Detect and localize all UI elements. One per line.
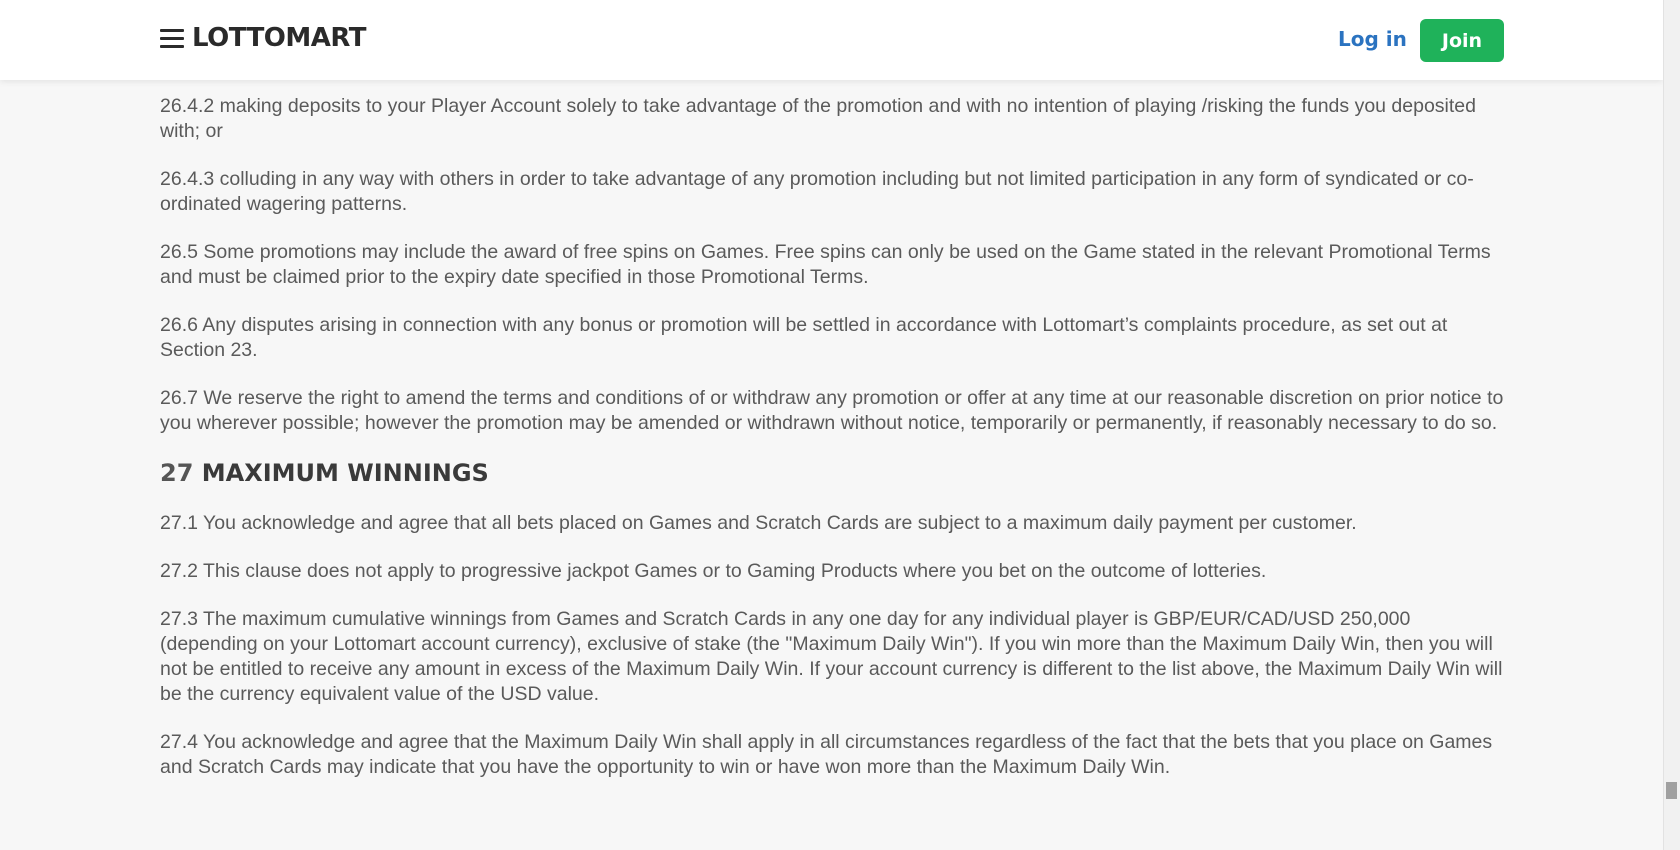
terms-content bbox=[160, 94, 1505, 803]
clause-26-7: 26.7 We reserve the right to amend the terms and conditions of or withdraw any promotion or offer at any time at our reasonable discretion on prior notice to you wherever possible; however the promotion may be amended or withdrawn without notice, temporarily or permanently, if reasonably necessary to do so. bbox=[160, 387, 1504, 434]
menu-bar bbox=[160, 37, 184, 40]
hamburger-menu-icon[interactable] bbox=[160, 29, 184, 49]
clause-26-6: 26.6 Any disputes arising in connection with any bonus or promotion will be settled in accordance with Lottomart’s complaints procedure, as set out at Section 23. bbox=[160, 314, 1448, 361]
clause-27-1: 27.1 You acknowledge and agree that all bets placed on Games and Scratch Cards are subject to a maximum daily payment per customer. bbox=[160, 512, 1357, 534]
clause-27-2: 27.2 This clause does not apply to progressive jackpot Games or to Gaming Products where you bet on the outcome of lotteries. bbox=[160, 560, 1267, 582]
join-button[interactable]: Join bbox=[1420, 19, 1504, 62]
section-number: 27 bbox=[160, 459, 194, 487]
clause-26-5: 26.5 Some promotions may include the award of free spins on Games. Free spins can only be used on the Game stated in the relevant Promotional Terms and must be claimed prior to the expiry date specified in those Promotional Terms. bbox=[160, 241, 1491, 288]
site-header bbox=[0, 0, 1663, 80]
menu-bar bbox=[160, 45, 184, 48]
clause-26-4-2: 26.4.2 making deposits to your Player Account solely to take advantage of the promotion and with no intention of playing /risking the funds you deposited with; or bbox=[160, 95, 1476, 142]
clause-26-4-3: 26.4.3 colluding in any way with others in order to take advantage of any promotion including but not limited participation in any form of syndicated or co-ordinated wagering patterns. bbox=[160, 168, 1474, 215]
vertical-scrollbar[interactable] bbox=[1663, 0, 1680, 850]
section-title: MAXIMUM WINNINGS bbox=[201, 459, 489, 487]
clause-27-3: 27.3 The maximum cumulative winnings from Games and Scratch Cards in any one day for any individual player is GBP/EUR/CAD/USD 250,000 (depending on your Lottomart account currency), exclusive of stake (the "Maximum Daily Win"). If you win more than the Maximum Daily Win, then you will not be entitled to receive any amount in excess of the Maximum Daily Win. If your account currency is different to the list above, the Maximum Daily Win will be the currency equivalent value of the USD value. bbox=[160, 608, 1503, 705]
scrollbar-thumb[interactable] bbox=[1666, 782, 1677, 799]
section-27-heading bbox=[160, 459, 1505, 487]
menu-bar bbox=[160, 29, 184, 32]
login-link[interactable]: Log in bbox=[1338, 27, 1407, 51]
clause-27-4: 27.4 You acknowledge and agree that the Maximum Daily Win shall apply in all circumstances regardless of the fact that the bets that you place on Games and Scratch Cards may indicate that you have the opportunity to win or have won more than the Maximum Daily Win. bbox=[160, 731, 1493, 778]
lottomart-logo[interactable]: LOTTOMART bbox=[192, 23, 366, 53]
